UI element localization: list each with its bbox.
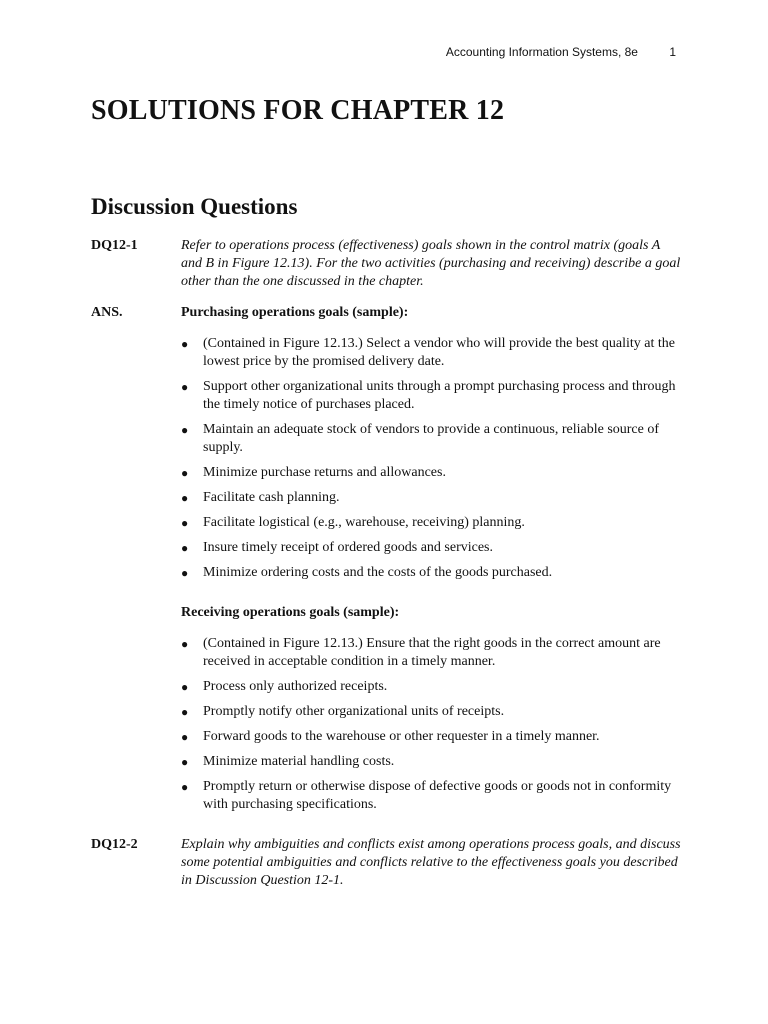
list-item-text: Forward goods to the warehouse or other requester in a timely manner.	[203, 729, 600, 744]
list-item	[181, 703, 686, 721]
list-item	[181, 335, 686, 371]
list-item-text: Minimize material handling costs.	[203, 754, 395, 769]
list-item-text: (Contained in Figure 12.13.) Ensure that the right goods in the correct amount are received in acceptable condition in a timely manner.	[203, 636, 661, 669]
bullet-icon: ●	[181, 491, 189, 505]
bullet-icon: ●	[181, 780, 189, 794]
question-label: DQ12-1	[91, 238, 138, 253]
bullet-icon: ●	[181, 516, 189, 530]
purchasing-goals-list	[181, 335, 686, 589]
receiving-goals-list	[181, 635, 686, 821]
list-item	[181, 728, 686, 746]
bullet-icon: ●	[181, 566, 189, 580]
bullet-icon: ●	[181, 705, 189, 719]
bullet-icon: ●	[181, 541, 189, 555]
section-heading: Discussion Questions	[91, 194, 298, 219]
bullet-icon: ●	[181, 680, 189, 694]
list-item	[181, 778, 686, 814]
list-item-text: (Contained in Figure 12.13.) Select a vendor who will provide the best quality at the lowest price by the promised delivery date.	[203, 336, 676, 369]
list-item-text: Facilitate cash planning.	[203, 490, 340, 505]
purchasing-goals-heading: Purchasing operations goals (sample):	[181, 305, 409, 320]
list-item-text: Promptly return or otherwise dispose of defective goods or goods not in conformity with purchasing specifications.	[203, 779, 672, 812]
list-item-text: Process only authorized receipts.	[203, 679, 388, 694]
list-item-text: Promptly notify other organizational units of receipts.	[203, 704, 505, 719]
bullet-icon: ●	[181, 730, 189, 744]
question-text: Explain why ambiguities and conflicts exist among operations process goals, and discuss some potential ambiguities and conflicts relative to the effectiveness goals you described in Discussion Question 12-1.	[181, 837, 681, 888]
list-item	[181, 421, 686, 457]
question-label: DQ12-2	[91, 837, 138, 852]
list-item-text: Insure timely receipt of ordered goods and services.	[203, 540, 494, 555]
answer-label: ANS.	[91, 305, 123, 320]
book-title: Accounting Information Systems, 8e	[445, 45, 638, 59]
list-item-text: Facilitate logistical (e.g., warehouse, receiving) planning.	[203, 515, 525, 530]
bullet-icon: ●	[181, 380, 189, 394]
page-number: 1	[669, 45, 676, 59]
list-item	[181, 635, 686, 671]
list-item	[181, 464, 686, 482]
list-item	[181, 514, 686, 532]
running-header	[446, 45, 676, 59]
list-item	[181, 378, 686, 414]
list-item-text: Support other organizational units through a prompt purchasing process and through the timely notice of purchases placed.	[203, 379, 676, 412]
page-title: SOLUTIONS FOR CHAPTER 12	[91, 95, 505, 126]
list-item	[181, 539, 686, 557]
question-text: Refer to operations process (effectiveness) goals shown in the control matrix (goals A and B in Figure 12.13). For the two activities (purchasing and receiving) describe a goal other than the one discussed in the chapter.	[181, 238, 681, 289]
list-item	[181, 564, 686, 582]
bullet-icon: ●	[181, 637, 189, 651]
list-item	[181, 753, 686, 771]
bullet-icon: ●	[181, 337, 189, 351]
list-item-text: Minimize ordering costs and the costs of the goods purchased.	[203, 565, 553, 580]
bullet-icon: ●	[181, 423, 189, 437]
list-item	[181, 489, 686, 507]
bullet-icon: ●	[181, 755, 189, 769]
list-item	[181, 678, 686, 696]
list-item-text: Maintain an adequate stock of vendors to provide a continuous, reliable source of supply.	[203, 422, 660, 455]
receiving-goals-heading: Receiving operations goals (sample):	[181, 605, 400, 620]
bullet-icon: ●	[181, 466, 189, 480]
list-item-text: Minimize purchase returns and allowances.	[203, 465, 446, 480]
